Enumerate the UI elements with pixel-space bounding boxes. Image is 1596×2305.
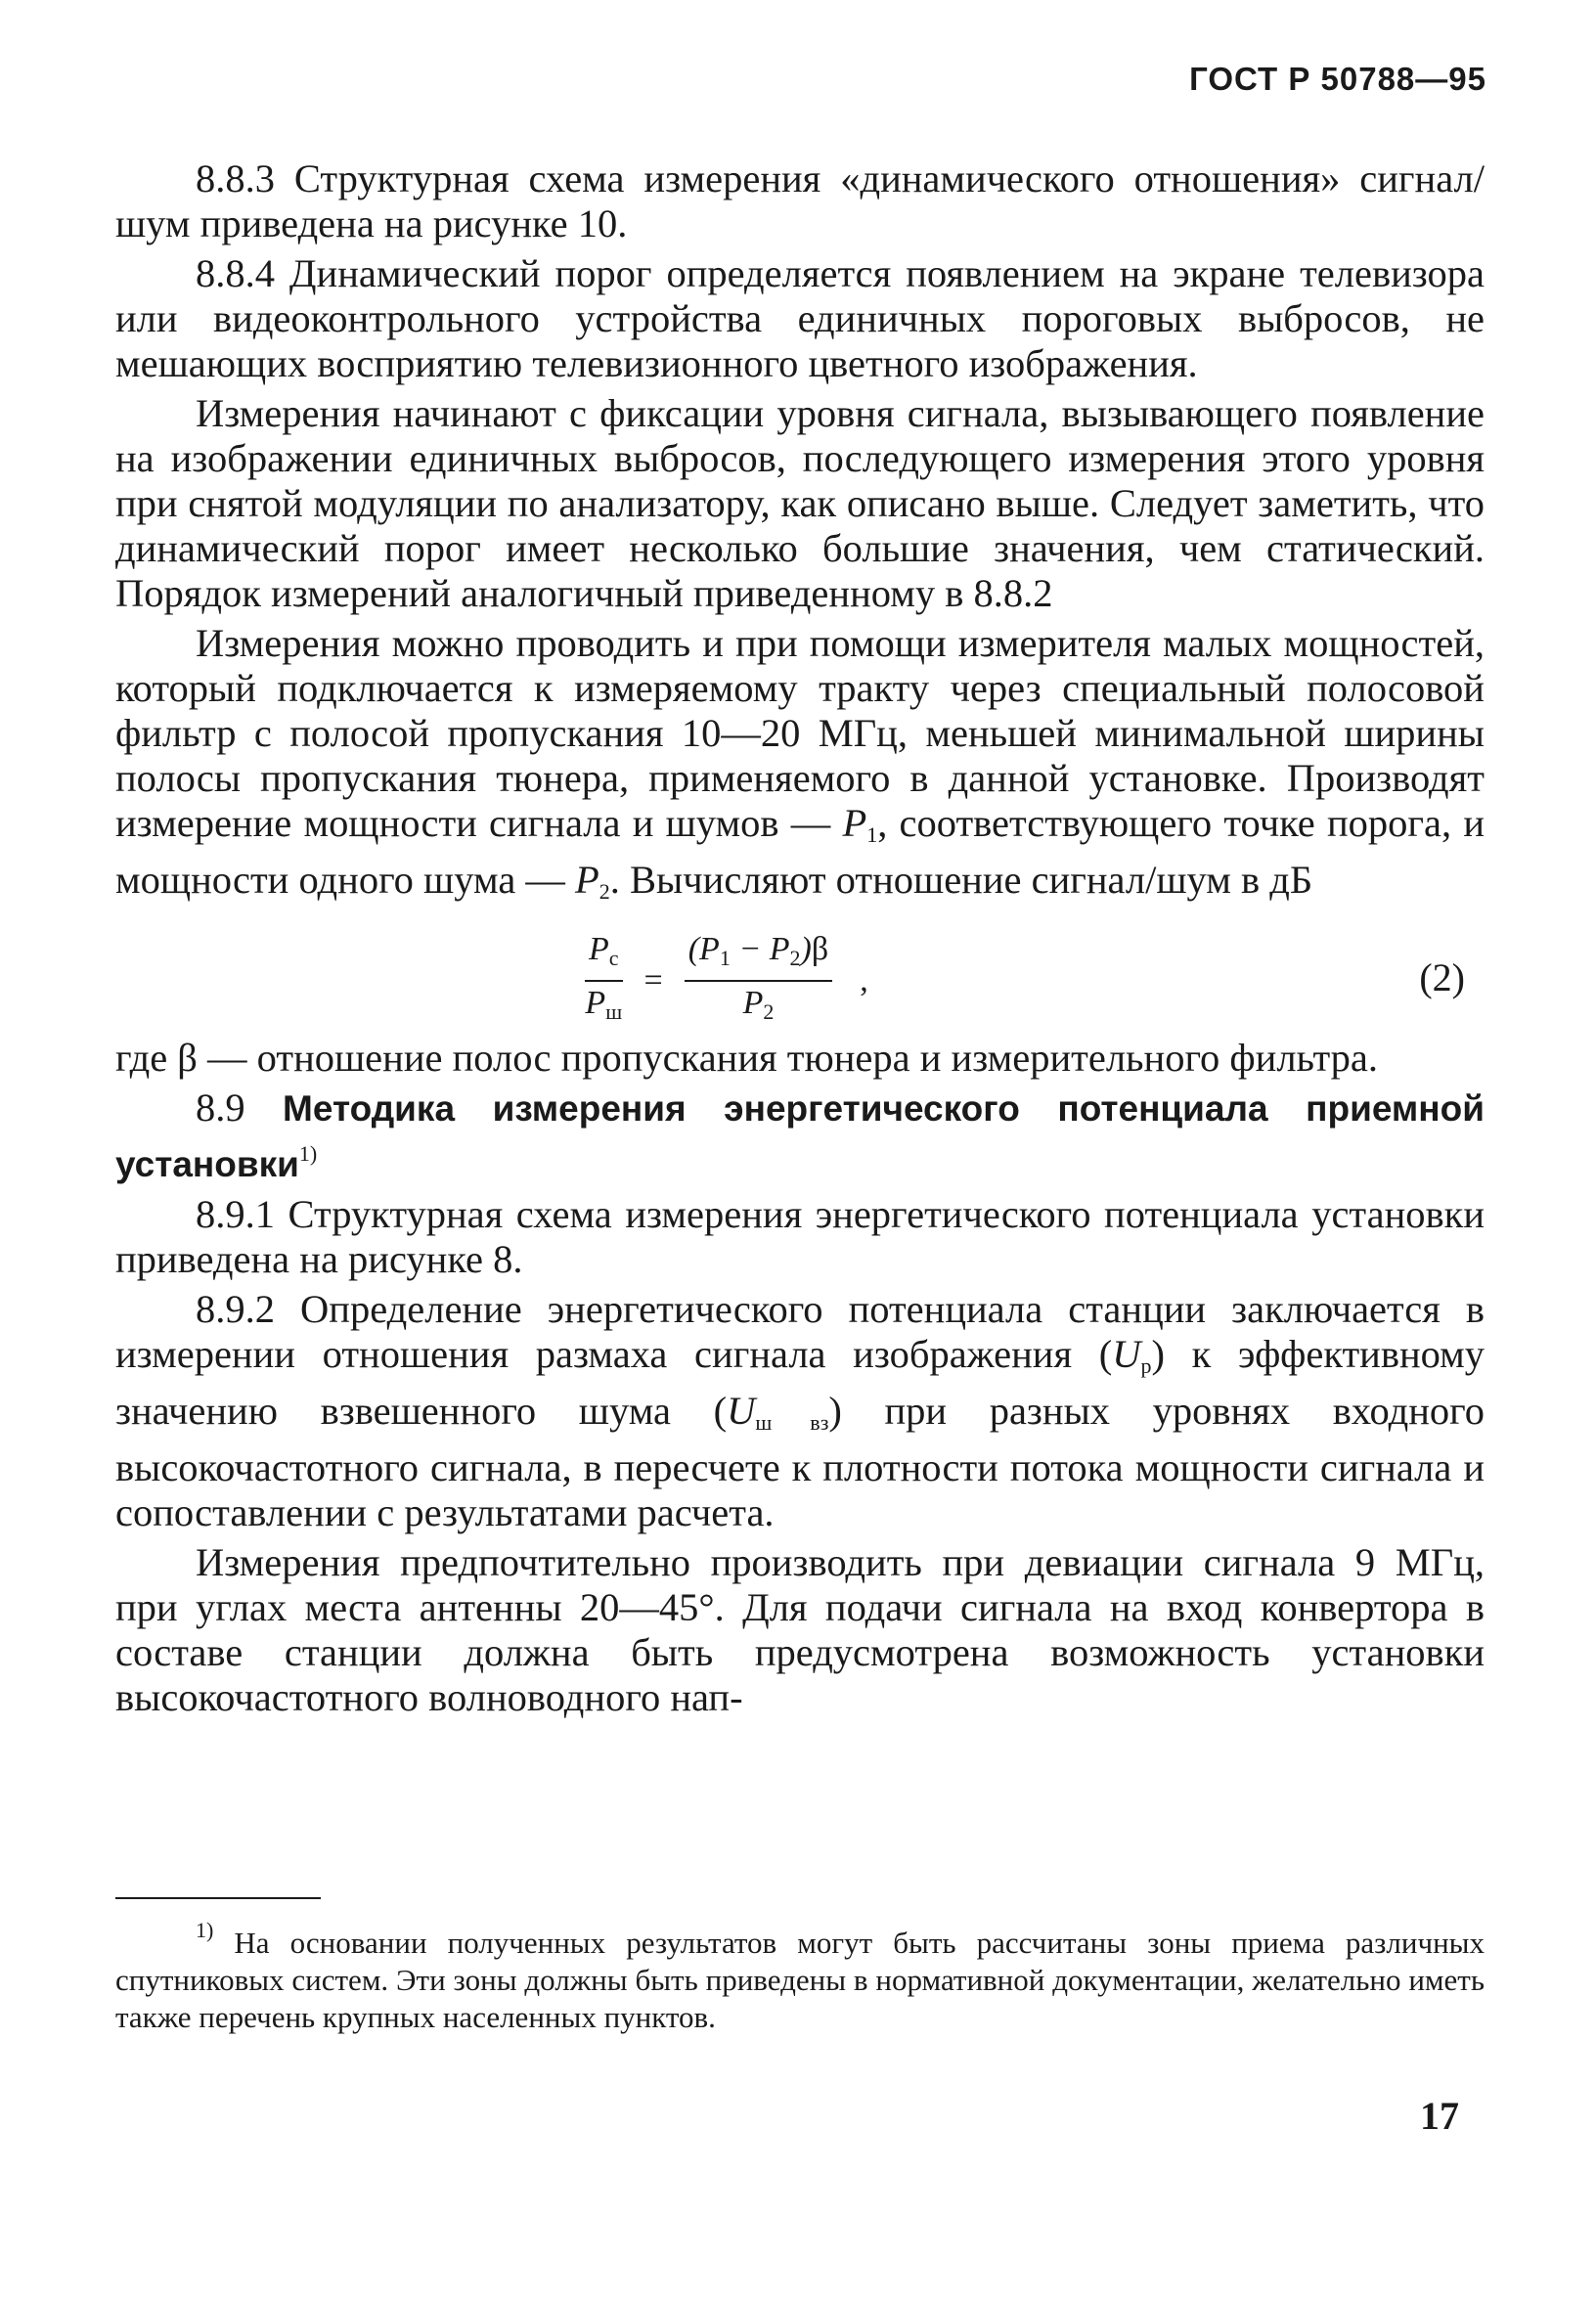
document-code-header: ГОСТ Р 50788—95 xyxy=(1189,61,1486,97)
footnote-body: На основании полученных результатов могут быть рассчитаны зоны приема различных спутниковых систем. Эти зоны должны быть приведены в нормативной документации, желательно иметь также перечень крупных населенных пунктов. xyxy=(115,1926,1485,2034)
symbol-up: U xyxy=(1112,1332,1141,1376)
p892-text-b: ) к эффективному значению взвешенного шума ( xyxy=(115,1332,1485,1433)
symbol-p1: P xyxy=(842,801,867,845)
footnote-mark: 1) xyxy=(196,1918,214,1942)
p892-text-c: ) при разных уровнях входного высокочастотного сигнала, в пересчете к плотности потока мощности сигнала и сопоставлении с результатами расчета. xyxy=(115,1389,1485,1534)
paragraph-8-8-4: 8.8.4 Динамический порог определяется появлением на экране телевизора или видеоконтрольного устройства единичных пороговых выбросов, не мешающих восприятию телевизионного цветного изображения. xyxy=(115,251,1485,385)
formula-rhs-denominator: $P_2$ xyxy=(742,985,775,1024)
section-heading-8-9 xyxy=(115,1086,1485,1187)
formula-rhs-numerator: $(P_1 - P_2)\beta$ xyxy=(685,930,832,982)
formula-lhs-fraction xyxy=(585,930,623,1032)
footnote-divider xyxy=(115,1897,321,1899)
footnote xyxy=(115,1912,1485,2036)
formula-equals-sign: = xyxy=(643,962,663,998)
section-title-8-9: Методика измерения энергетического потенциала приемной установки xyxy=(115,1088,1485,1184)
power-text-c: . Вычисляют отношение сигнал/шум в дБ xyxy=(609,858,1313,902)
symbol-ush: U xyxy=(727,1389,756,1433)
paragraph-8-9-1: 8.9.1 Структурная схема измерения энергетического потенциала установки приведена на рисунке 8. xyxy=(115,1192,1485,1281)
footnote-text xyxy=(115,1912,1485,2036)
formula-2 xyxy=(115,920,1485,1030)
symbol-p1-subscript: 1 xyxy=(866,822,878,847)
body-text xyxy=(115,156,1485,1720)
paragraph-power-meter xyxy=(115,621,1485,914)
formula-rhs-fraction xyxy=(685,930,832,1032)
formula-number: (2) xyxy=(1419,955,1465,999)
paragraph-8-9-2 xyxy=(115,1287,1485,1535)
formula-lhs-denominator: $P_ш$ xyxy=(585,985,623,1024)
paragraph-8-8-3: 8.8.3 Структурная схема измерения «динамического отношения» сигнал/шум приведена на рисунке 10. xyxy=(115,156,1485,245)
symbol-up-subscript: р xyxy=(1140,1353,1152,1378)
paragraph-beta-definition: где β — отношение полос пропускания тюнера и измерительного фильтра. xyxy=(115,1036,1379,1080)
symbol-p2: P xyxy=(575,858,599,902)
formula-trailing-comma: , xyxy=(860,962,868,998)
page-number: 17 xyxy=(1420,2094,1459,2138)
footnote-reference-mark: 1) xyxy=(298,1141,318,1166)
section-number-8-9: 8.9 xyxy=(196,1086,284,1130)
formula-expression xyxy=(585,930,868,1032)
formula-lhs-numerator: $P_с$ xyxy=(585,930,623,982)
p892-text-a: 8.9.2 Определение энергетического потенциала станции заключается в измерении отношения размаха сигнала изображения ( xyxy=(115,1287,1485,1376)
power-text-b: , соответствующего точке порога, и мощности одного шума — xyxy=(115,801,1485,902)
paragraph-deviation: Измерения предпочтительно производить при девиации сигнала 9 МГц, при углах места антенны 20—45°. Для подачи сигнала на вход конвертора в составе станции должна быть предусмотрена возможность установки высокочастотного волноводного нап- xyxy=(115,1540,1485,1719)
symbol-ush-subscript: ш вз xyxy=(755,1410,829,1435)
symbol-p2-subscript: 2 xyxy=(598,879,610,904)
paragraph-measurement-start: Измерения начинают с фиксации уровня сигнала, вызывающего появление на изображении единичных выбросов, последующего измерения этого уровня при снятой модуляции по анализатору, как описано выше. Следует заметить, что динамический порог имеет несколько большие значения, чем статический. Порядок измерений аналогичный приведенному в 8.8.2 xyxy=(115,391,1485,615)
power-text-a: Измерения можно проводить и при помощи измерителя малых мощностей, который подключается к измеряемому тракту через специальный полосовой фильтр с полосой пропускания 10—20 МГц, меньшей минимальной ширины полосы пропускания тюнера, применяемого в данной установке. Производят измерение мощности сигнала и шумов — xyxy=(115,621,1485,845)
